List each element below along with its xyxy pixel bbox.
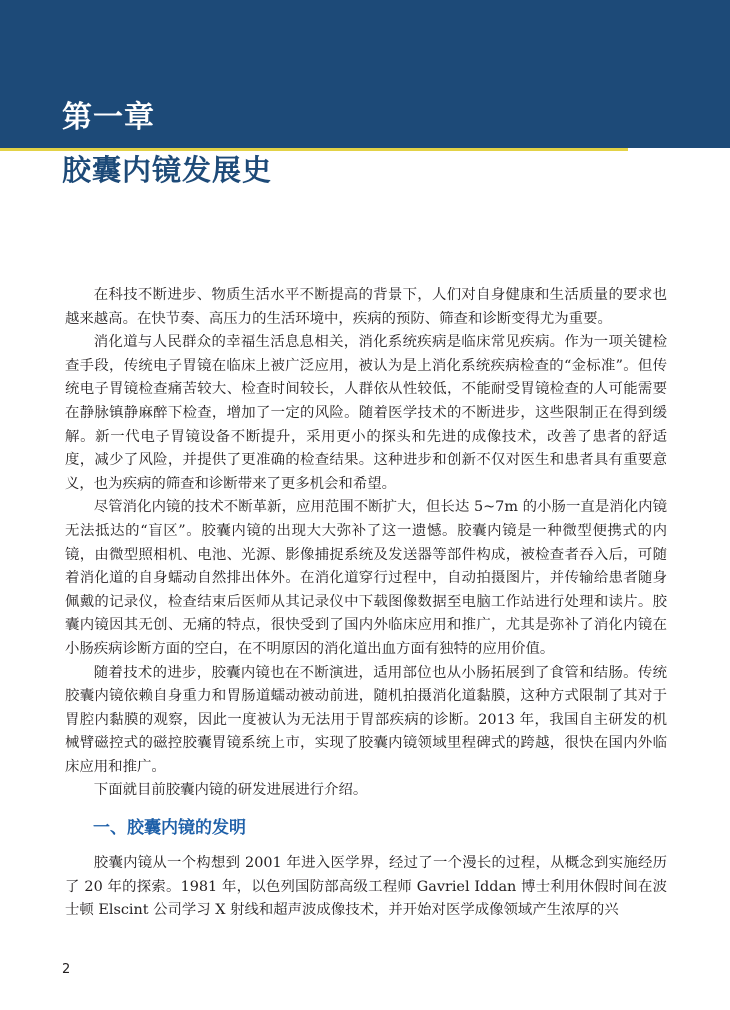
paragraph: 尽管消化内镜的技术不断革新，应用范围不断扩大，但长达 5~7m 的小肠一直是消化内镜无法抵达的“盲区”。胶囊内镜的出现大大弥补了这一遗憾。胶囊内镜是一种微型便携式的内镜，由微型照相机、电池、光源、影像捕捉系统及发送器等部件构成，被检查者吞入后，可随着消化道的自身蠕动自然排出体外。在消化道穿行过程中，自动拍摄图片，并传输给患者随身佩戴的记录仪，检查结束后医师从其记录仪中下载图像数据至电脑工作站进行处理和读片。胶囊内镜因其无创、无痛的特点，很快受到了国内外临床应用和推广，尤其是弥补了消化内镜在小肠疾病诊断方面的空白，在不明原因的消化道出血方面有独特的应用价值。 [65, 499, 667, 657]
section-heading: 一、胶囊内镜的发明 [93, 818, 246, 839]
paragraph: 消化道与人民群众的幸福生活息息相关，消化系统疾病是临床常见疾病。作为一项关键检查手段，传统电子胃镜在临床上被广泛应用，被认为是上消化系统疾病检查的“金标准”。但传统电子胃镜检查痛苦较大、检查时间较长，人群依从性较低，不能耐受胃镜检查的人可能需要在静脉镇静麻醉下检查，增加了一定的风险。随着医学技术的不断进步，这些限制正在得到缓解。新一代电子胃镜设备不断提升，采用更小的探头和先进的成像技术，改善了患者的舒适度，减少了风险，并提供了更准确的检查结果。这种进步和创新不仅对医生和患者具有重要意义，也为疾病的筛查和诊断带来了更多机会和希望。 [65, 334, 667, 492]
paragraph: 胶囊内镜从一个构想到 2001 年进入医学界，经过了一个漫长的过程，从概念到实施经历了 20 年的探索。1981 年，以色列国防部高级工程师 Gavriel Iddan 博士利用休假时间在波士顿 Elscint 公司学习 X 射线和超声波成像技术，并开始对医学成像领域产生浓厚的兴 [65, 855, 667, 919]
chapter-title: 胶囊内镜发展史 [62, 153, 273, 187]
chapter-number: 第一章 [62, 100, 155, 135]
paragraph: 随着技术的进步，胶囊内镜也在不断演进，适用部位也从小肠拓展到了食管和结肠。传统胶囊内镜依赖自身重力和胃肠道蠕动被动前进，随机拍摄消化道黏膜，这种方式限制了其对于胃腔内黏膜的观察，因此一度被认为无法用于胃部疾病的诊断。2013 年，我国自主研发的机械臂磁控式的磁控胶囊胃镜系统上市，实现了胶囊内镜领域里程碑式的跨越，很快在国内外临床应用和推广。 [65, 664, 667, 775]
page-number: 2 [62, 962, 71, 977]
paragraph: 在科技不断进步、物质生活水平不断提高的背景下，人们对自身健康和生活质量的要求也越来越高。在快节奏、高压力的生活环境中，疾病的预防、筛查和诊断变得尤为重要。 [65, 287, 667, 327]
paragraph: 下面就目前胶囊内镜的研发进展进行介绍。 [93, 782, 368, 799]
body-text [65, 284, 667, 923]
